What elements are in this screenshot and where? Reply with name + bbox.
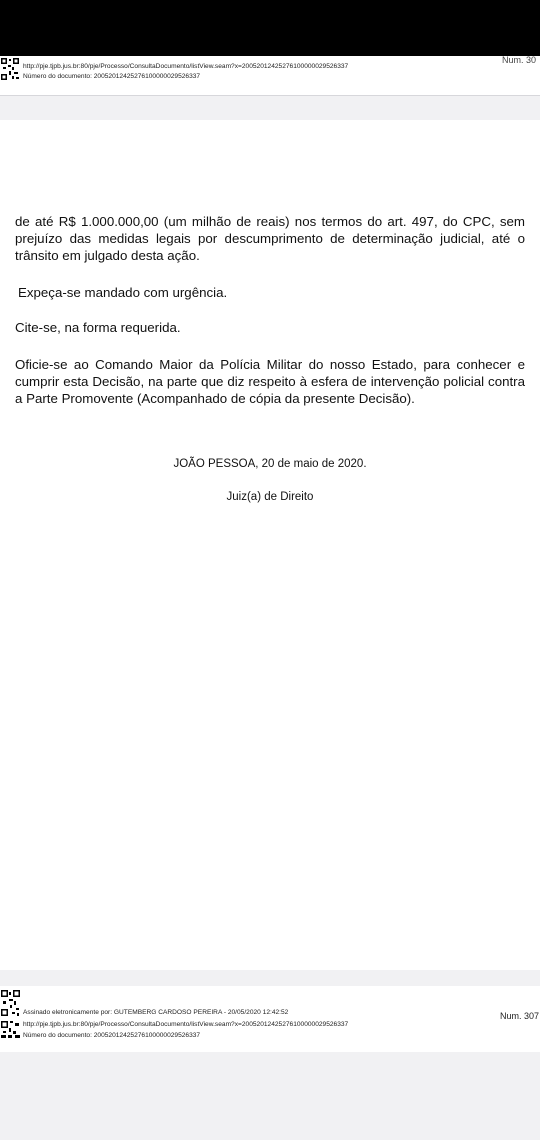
page-num-label: Num. 307: [500, 1011, 540, 1021]
paragraph-mandado: Expeça-se mandado com urgência.: [18, 285, 228, 300]
document-number: Número do documento: 20052012425276100000029526337: [23, 1032, 201, 1039]
page-num-label: Num. 30: [502, 55, 537, 65]
document-number: Número do documento: 20052012425276100000029526337: [23, 73, 201, 80]
signature-footer: [0, 986, 540, 1052]
signed-by: Assinado eletronicamente por: GUTEMBERG CARDOSO PEREIRA - 20/05/2020 12:42:52: [23, 1009, 289, 1016]
signature-role: Juiz(a) de Direito: [226, 491, 314, 503]
paragraph-cite: Cite-se, na forma requerida.: [15, 320, 181, 335]
paragraph-oficie: Oficie-se ao Comando Maior da Polícia Militar do nosso Estado, para conhecer e cumprir esta Decisão, na parte que diz respeito à esfera de intervenção policial contra a Parte Promovente (Acompanhado de cópia da presente Decisão).: [15, 357, 525, 406]
qr-code-icon: [0, 56, 20, 82]
paragraph-penalty: de até R$ 1.000.000,00 (um milhão de reais) nos termos do art. 497, do CPC, sem prejuízo das medidas legais por descumprimento de determinação judicial, até o trânsito em julgado desta ação.: [15, 214, 525, 263]
qr-code-icon: [0, 989, 21, 1041]
document-url[interactable]: http://pje.tjpb.jus.br:80/pje/Processo/ConsultaDocumento/listView.seam?x=20052012425276100000029526337: [23, 63, 349, 70]
previous-page-footer: [0, 56, 540, 96]
place-date: JOÃO PESSOA, 20 de maio de 2020.: [173, 458, 367, 470]
document-url[interactable]: http://pje.tjpb.jus.br:80/pje/Processo/ConsultaDocumento/listView.seam?x=20052012425276100000029526337: [23, 1021, 349, 1028]
phone-status-bar: [0, 0, 540, 56]
